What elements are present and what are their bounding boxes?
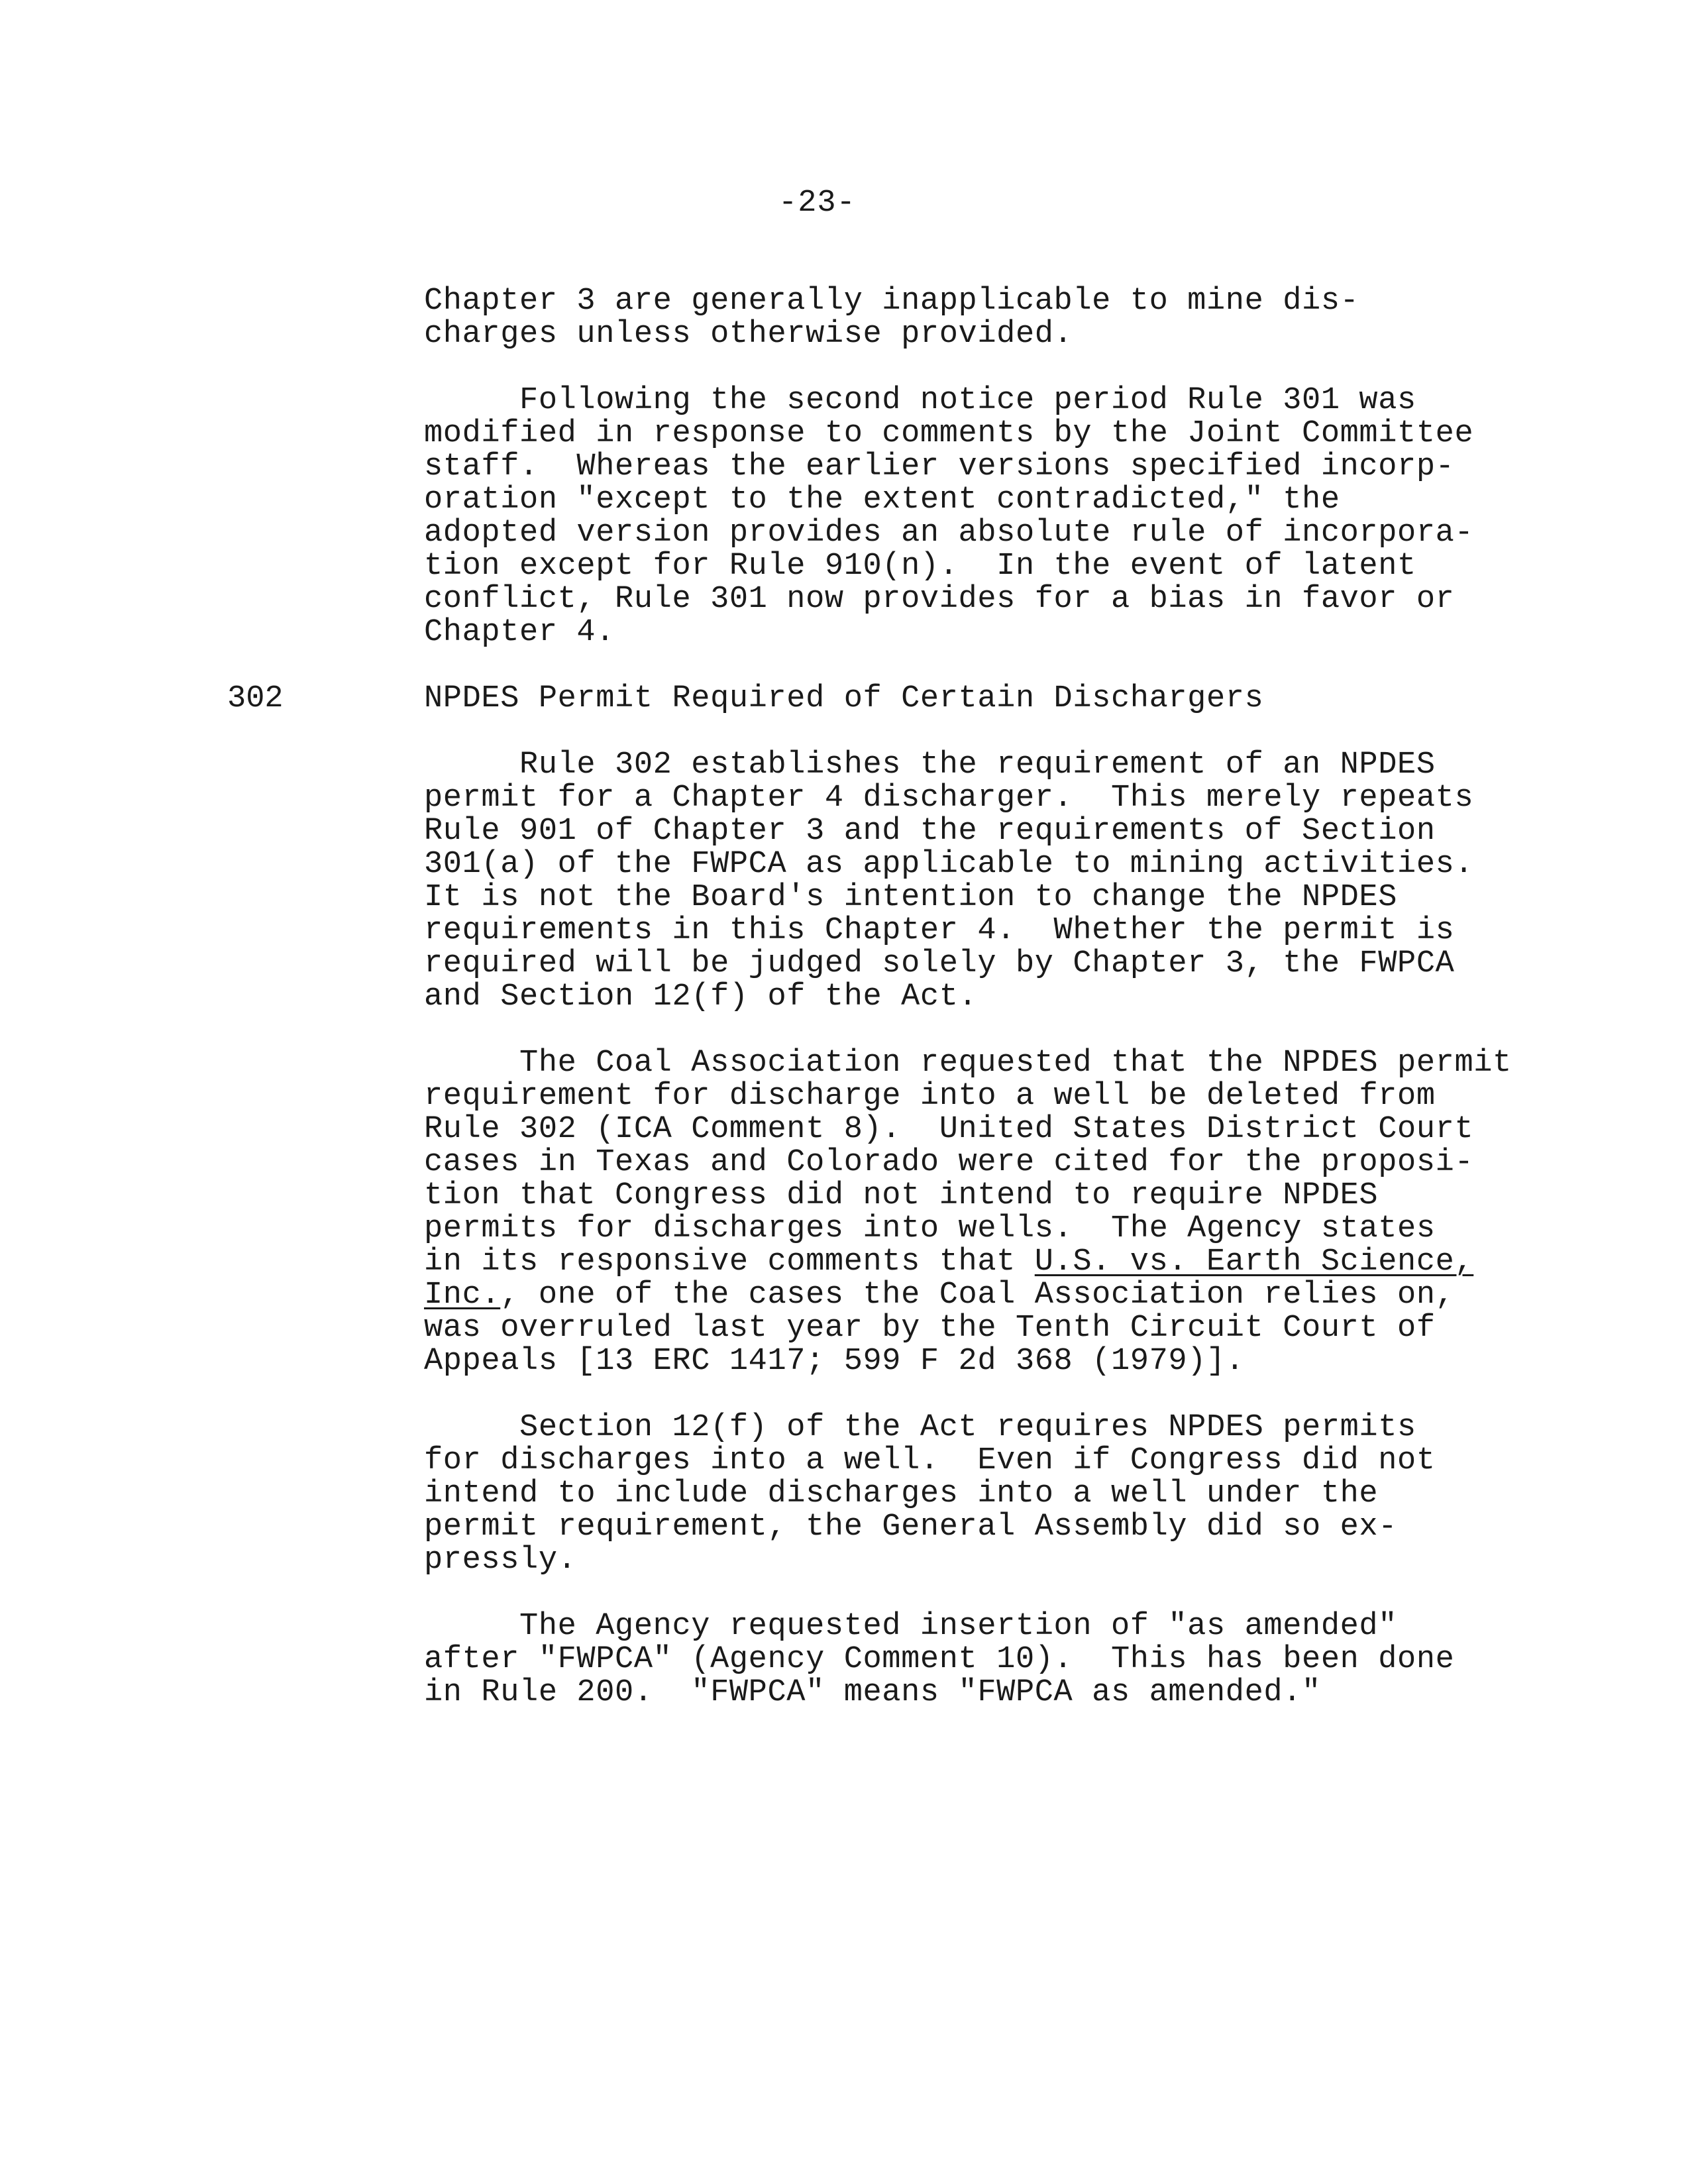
paragraph-rule-301-modification [424,384,1696,649]
text-line: The Agency requested insertion of "as amended" [424,1609,1398,1644]
text-line: conflict, Rule 301 now provides for a bias in favor or [424,582,1455,617]
paragraph-coal-association [424,1047,1696,1378]
text-line: in Rule 200. "FWPCA" means "FWPCA as amended." [424,1675,1321,1710]
text-line: It is not the Board's intention to change the NPDES [424,880,1398,915]
text-line: required will be judged solely by Chapter 3, the FWPCA [424,946,1455,981]
section-number: 302 [227,681,284,716]
text-line: staff. Whereas the earlier versions specified incorp- [424,449,1455,484]
text-line: tion except for Rule 910(n). In the event of latent [424,549,1416,584]
text-line: oration "except to the extent contradicted," the [424,482,1340,518]
paragraph-continuation [424,285,1696,351]
text-line: Chapter 3 are generally inapplicable to mine dis- [424,284,1359,319]
text-line: Appeals [13 ERC 1417; 599 F 2d 368 (1979)]. [424,1344,1245,1379]
text-line [424,1246,1696,1279]
text-line: after "FWPCA" (Agency Comment 10). This has been done [424,1642,1455,1677]
text-line: Rule 901 of Chapter 3 and the requirements of Section [424,814,1436,849]
text-line: pressly. [424,1543,577,1578]
section-heading [424,682,1696,716]
text-line: permit requirement, the General Assembly did so ex- [424,1509,1398,1545]
text-line: Rule 302 (ICA Comment 8). United States District Court [424,1112,1474,1147]
case-citation: U.S. vs. Earth Science, [1034,1244,1474,1280]
paragraph-as-amended [424,1610,1696,1710]
text-line: Rule 302 establishes the requirement of an NPDES [424,747,1436,783]
section-heading-text: NPDES Permit Required of Certain Dischargers [424,681,1264,716]
page-number: -23- [778,186,856,221]
text-line: requirement for discharge into a well be deleted from [424,1079,1436,1114]
text-line: 301(a) of the FWPCA as applicable to mining activities. [424,847,1474,882]
paragraph-rule-302-requirement [424,749,1696,1014]
text-segment: in its responsive comments that [424,1244,1035,1280]
text-segment: , one of the cases the Coal Association relies on, [500,1278,1455,1313]
case-citation: Inc. [424,1278,501,1313]
text-line: permit for a Chapter 4 discharger. This merely repeats [424,781,1474,816]
text-line: cases in Texas and Colorado were cited for the proposi- [424,1145,1474,1180]
text-line: modified in response to comments by the Joint Committee [424,416,1474,451]
text-line: Following the second notice period Rule 301 was [424,383,1416,418]
text-line: and Section 12(f) of the Act. [424,979,978,1014]
text-line: requirements in this Chapter 4. Whether the permit is [424,913,1455,948]
paragraph-section-12f [424,1411,1696,1577]
text-line [424,1279,1696,1312]
text-line: tion that Congress did not intend to require NPDES [424,1178,1379,1213]
text-line: intend to include discharges into a well under the [424,1476,1379,1511]
text-line: permits for discharges into wells. The Agency states [424,1211,1436,1246]
text-line: for discharges into a well. Even if Congress did not [424,1443,1436,1478]
text-line: adopted version provides an absolute rule of incorpora- [424,516,1474,551]
text-line: was overruled last year by the Tenth Circuit Court of [424,1311,1436,1346]
text-line: The Coal Association requested that the NPDES permit [424,1046,1512,1081]
text-line: Chapter 4. [424,615,615,650]
text-line: Section 12(f) of the Act requires NPDES permits [424,1410,1416,1445]
text-line: charges unless otherwise provided. [424,317,1073,352]
